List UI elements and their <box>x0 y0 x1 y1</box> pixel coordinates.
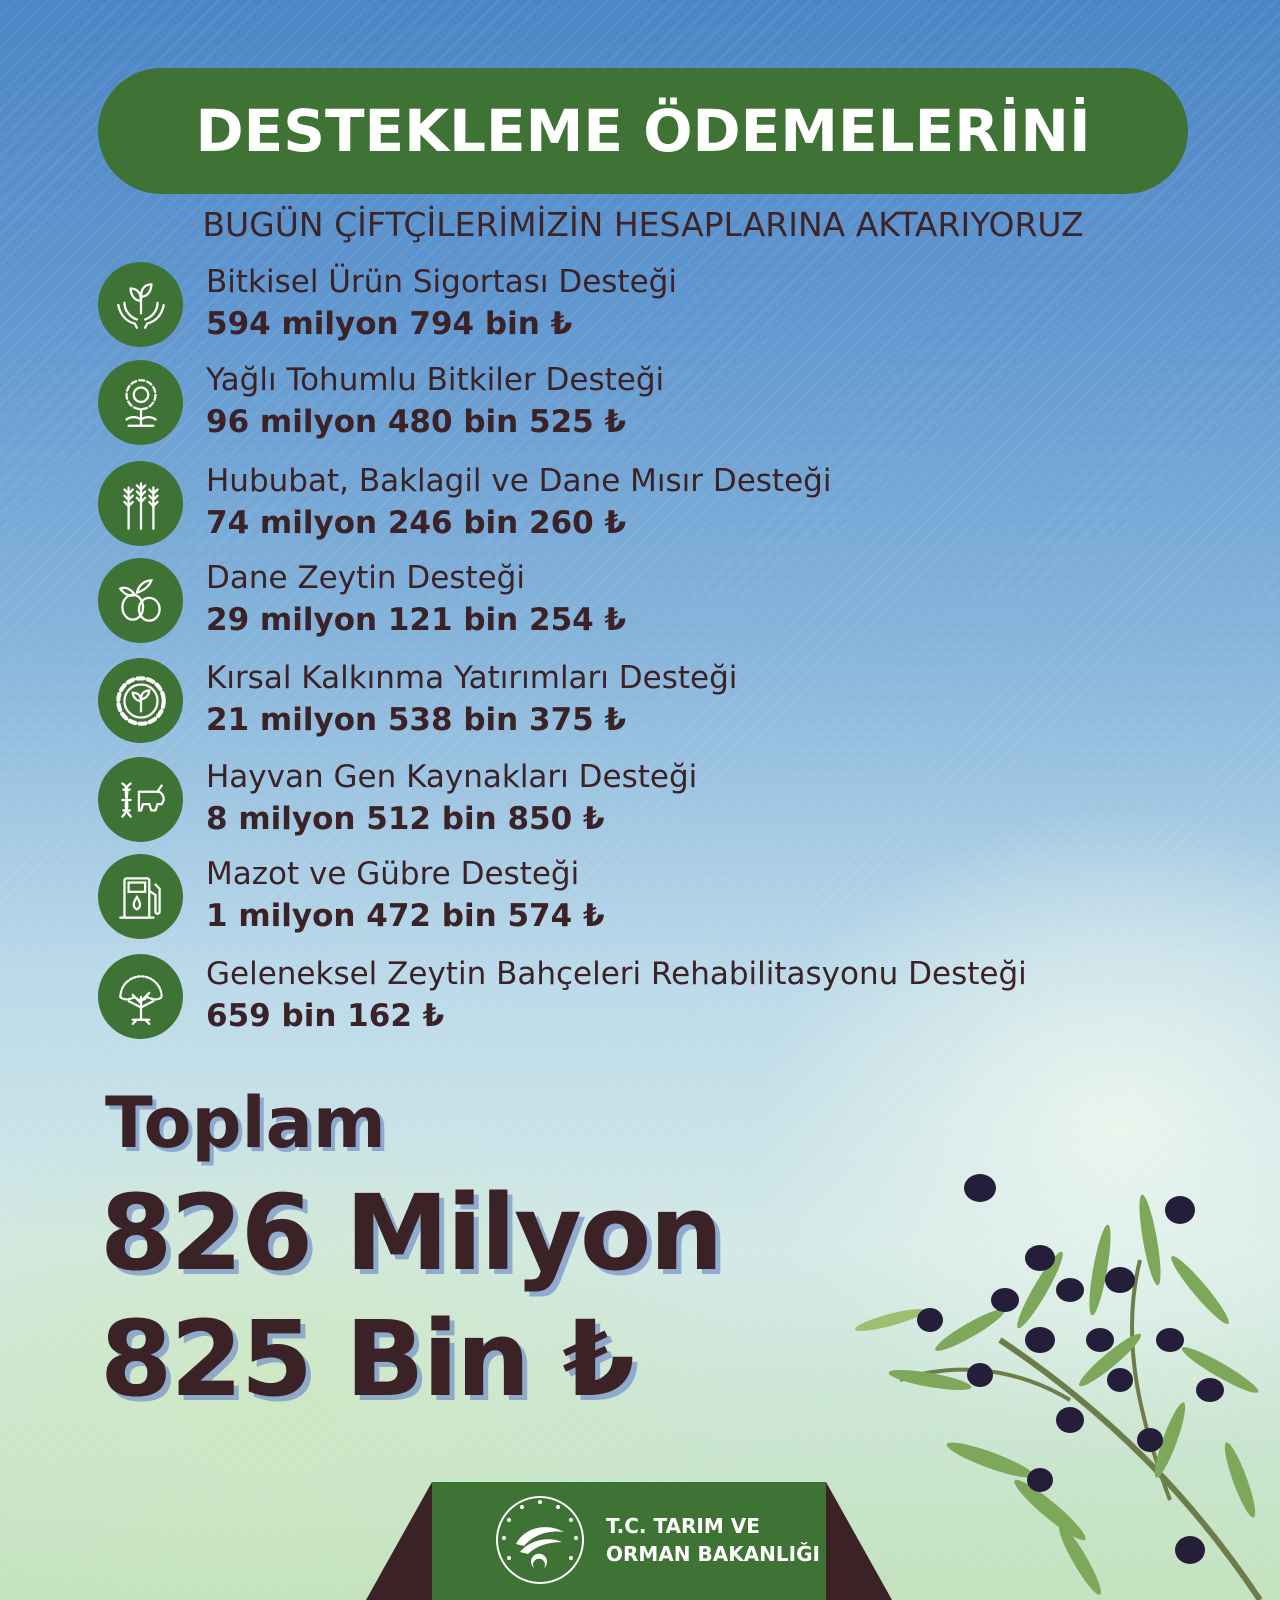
item-amount: 659 bin 162 ₺ <box>206 998 445 1034</box>
item-label: Bitkisel Ürün Sigortası Desteği <box>206 264 677 300</box>
olive-icon <box>98 558 183 643</box>
item-label: Dane Zeytin Desteği <box>206 560 525 596</box>
ministry-emblem-logo <box>494 1494 586 1586</box>
total-amount-line1: 826 Milyon <box>100 1172 722 1294</box>
list-item <box>98 461 1198 547</box>
ministry-name-line2: ORMAN BAKANLIĞI <box>606 1542 820 1566</box>
list-item <box>98 757 1198 843</box>
item-amount: 29 milyon 121 bin 254 ₺ <box>206 602 627 638</box>
footer-ribbon <box>366 1482 892 1600</box>
list-item <box>98 262 1198 348</box>
total-amount-line2: 825 Bin ₺ <box>100 1298 633 1420</box>
footer-left-wedge <box>366 1482 432 1600</box>
total-label: Toplam <box>105 1082 386 1164</box>
list-item <box>98 558 1198 644</box>
item-label: Hububat, Baklagil ve Dane Mısır Desteği <box>206 463 832 499</box>
item-amount: 1 milyon 472 bin 574 ₺ <box>206 898 605 934</box>
item-amount: 8 milyon 512 bin 850 ₺ <box>206 801 605 837</box>
page-subtitle: BUGÜN ÇİFTÇİLERİMİZİN HESAPLARINA AKTARIYORUZ <box>202 205 1084 244</box>
title-banner <box>98 68 1188 194</box>
item-label: Hayvan Gen Kaynakları Desteği <box>206 759 698 795</box>
sunflower-icon <box>98 360 183 445</box>
hands-seedling-icon <box>98 262 183 347</box>
dna-cow-icon <box>98 757 183 842</box>
list-item <box>98 360 1198 446</box>
gear-sprout-icon <box>98 658 183 743</box>
tree-icon <box>98 954 183 1039</box>
item-amount: 74 milyon 246 bin 260 ₺ <box>206 505 627 541</box>
ministry-name-line1: T.C. TARIM VE <box>606 1514 760 1538</box>
item-label: Geleneksel Zeytin Bahçeleri Rehabilitasyonu Desteği <box>206 956 1027 992</box>
item-label: Mazot ve Gübre Desteği <box>206 856 580 892</box>
fuel-pump-icon <box>98 854 183 939</box>
list-item <box>98 954 1198 1040</box>
item-amount: 594 milyon 794 bin ₺ <box>206 306 573 342</box>
page-title: DESTEKLEME ÖDEMELERİNİ <box>195 97 1091 165</box>
list-item <box>98 658 1198 744</box>
list-item <box>98 854 1198 940</box>
wheat-icon <box>98 461 183 546</box>
item-amount: 96 milyon 480 bin 525 ₺ <box>206 404 627 440</box>
footer-right-wedge <box>826 1482 892 1600</box>
item-amount: 21 milyon 538 bin 375 ₺ <box>206 702 627 738</box>
item-label: Kırsal Kalkınma Yatırımları Desteği <box>206 660 738 696</box>
ministry-name <box>606 1512 820 1568</box>
item-label: Yağlı Tohumlu Bitkiler Desteği <box>206 362 665 398</box>
